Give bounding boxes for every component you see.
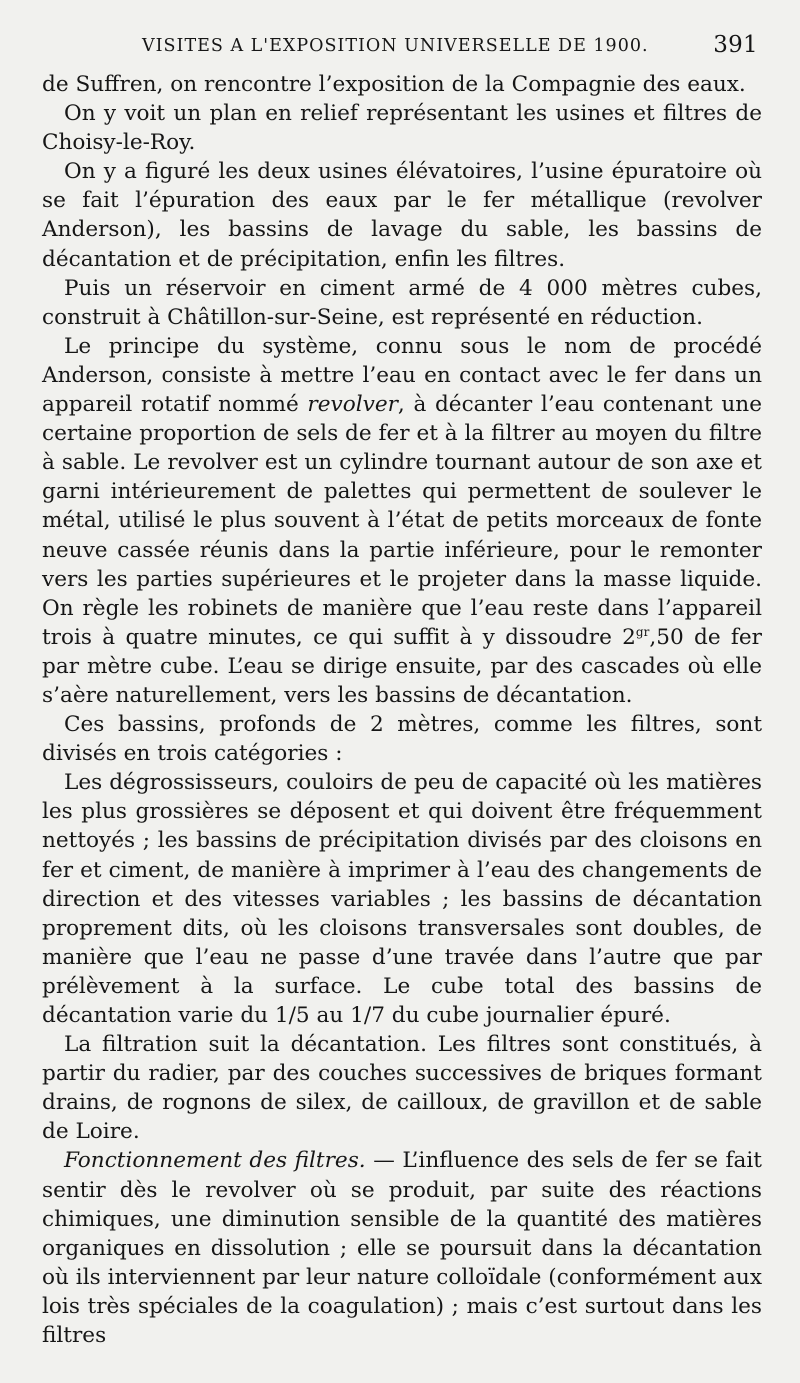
paragraph-filtration: La filtration suit la décantation. Les filtres sont constitués, à partir du radier, par des couches successives de briques formant drains, de rognons de silex, de cailloux, de gravillon et de sable de Loire. <box>42 1032 762 1145</box>
paragraph-principe <box>42 332 762 710</box>
paragraph-plan-relief: On y voit un plan en relief représentant les usines et filtres de Choisy-le-Roy. <box>42 101 762 156</box>
page-number: 391 <box>713 32 758 58</box>
running-header <box>42 32 762 70</box>
paragraph-bassins: Ces bassins, profonds de 2 mètres, comme les filtres, sont divisés en trois catégories : <box>42 712 762 767</box>
paragraph-reservoir: Puis un réservoir en ciment armé de 4 000 mètres cubes, construit à Châtillon-sur-Seine, est représenté en réduction. <box>42 275 762 330</box>
principe-text-c: ,50 de fer par mètre cube. L’eau se dirige ensuite, par des cascades où elle s’aère naturellement, vers les bassins de décantation. <box>42 624 763 708</box>
header-title: VISITES A L'EXPOSITION UNIVERSELLE DE 1900. <box>142 36 649 56</box>
paragraph-degrossisseurs: Les dégrossisseurs, couloirs de peu de capacité où les matières les plus grossières se déposent et qui doivent être fréquemment nettoyés ; les bassins de précipitation divisés par des cloisons en fer et ciment, de manière à imprimer à l’eau des changements de direction et des vitesses variables ; les bassins de décantation proprement dits, où les cloisons transversales sont doubles, de manière que l’eau ne passe d’une travée dans l’autre que par prélèvement à la surface. Le cube total des bassins de décantation varie du 1/5 au 1/7 du cube journalier épuré. <box>42 770 762 1028</box>
principe-italic: revolver <box>307 392 398 418</box>
fonctionnement-heading: Fonctionnement des filtres. <box>64 1148 366 1174</box>
fonctionnement-text: — L’influence des sels de fer se fait sentir dès le revolver où se produit, par suite des réactions chimiques, une diminution sensible de la quantité des matières organiques en dissolution ; elle se poursuit dans la décantation où ils interviennent par leur nature colloïdale (conformément aux lois très spéciales de la coagulation) ; mais c’est surtout dans les filtres <box>42 1148 762 1349</box>
page-body <box>42 70 762 1350</box>
principe-superscript: gr <box>635 624 650 639</box>
paragraph-fonctionnement <box>42 1146 762 1350</box>
principe-text-a: Le principe du système, connu sous le nom de procédé Anderson, consiste à mettre l’eau en contact avec le fer dans un appareil rotatif nommé <box>42 333 762 418</box>
paragraph-usines: On y a figuré les deux usines élévatoires, l’usine épuratoire où se fait l’épuration des eaux par le fer métallique (revolver Anderson), les bassins de lavage du sable, les bassins de décantation et de précipitation, enfin les filtres. <box>42 159 762 272</box>
paragraph-continuation: de Suffren, on rencontre l’exposition de la Compagnie des eaux. <box>42 72 746 97</box>
principe-text-b: , à décanter l’eau contenant une certaine proportion de sels de fer et à la filtrer au moyen du filtre à sable. Le revolver est un cylindre tournant autour de son axe et garni intérieurement de palettes qui permettent de soulever le métal, utilisé le plus souvent à l’état de petits morceaux de fonte neuve cassée réunis dans la partie inférieure, pour le remonter vers les parties supérieures et le projeter dans la masse liquide. On règle les robinets de manière que l’eau reste dans l’appareil trois à quatre minutes, ce qui suffit à y dissoudre 2 <box>42 392 762 650</box>
